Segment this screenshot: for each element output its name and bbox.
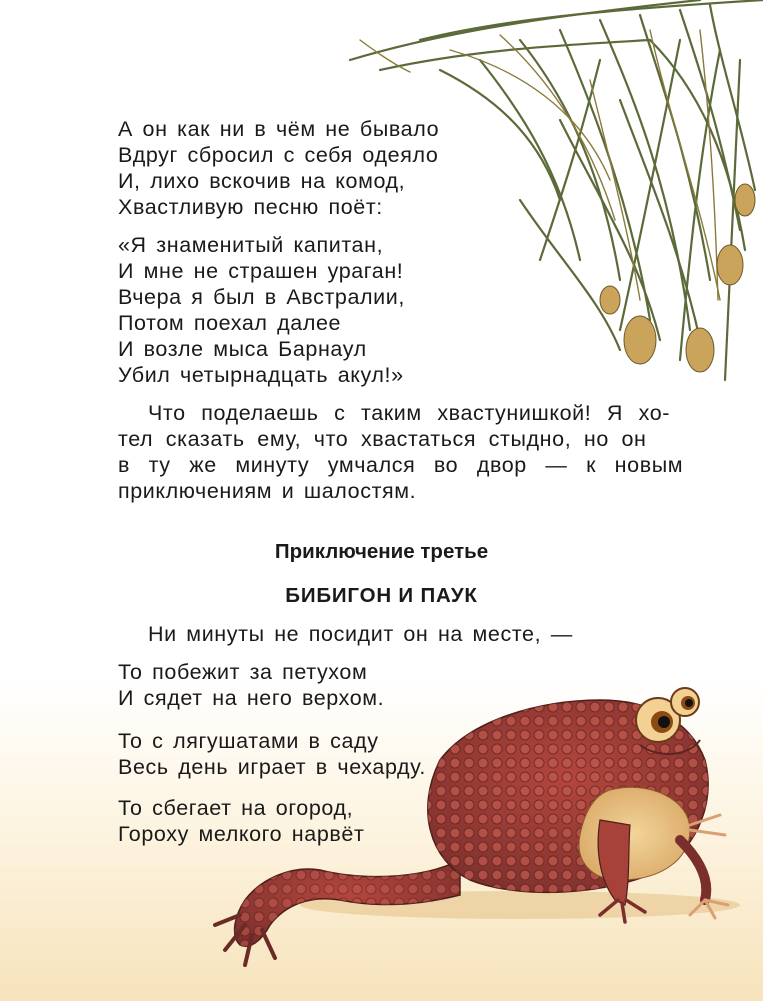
poem-line: И сядет на него верхом. [118, 686, 385, 710]
poem-line: И возле мыса Барнаул [118, 337, 367, 361]
poem-line: И, лихо вскочив на комод, [118, 169, 406, 193]
poem-line: Гороху мелкого нарвёт [118, 822, 365, 846]
poem-line: И мне не страшен ураган! [118, 259, 404, 283]
poem-line: Убил четырнадцать акул!» [118, 363, 404, 387]
poem-line: То сбегает на огород, [118, 796, 354, 820]
poem-line: То побежит за петухом [118, 660, 368, 684]
poem-line: Весь день играет в чехарду. [118, 755, 426, 779]
prose-line: тел сказать ему, что хвастаться стыдно, но он [118, 427, 647, 451]
chapter-title: БИБИГОН И ПАУК [285, 584, 478, 607]
prose-line: в ту же минуту умчался во двор — к новым [118, 453, 684, 477]
poem-line: Вчера я был в Австралии, [118, 285, 405, 309]
prose-line: приключениям и шалостям. [118, 479, 417, 503]
chapter-subtitle: Приключение третье [274, 540, 489, 563]
poem-line: «Я знаменитый капитан, [118, 233, 384, 257]
poem-line: Потом поехал далее [118, 311, 342, 335]
poem-line: Хвастливую песню поёт: [118, 195, 383, 219]
poem-line: Вдруг сбросил с себя одеяло [118, 143, 439, 167]
poem-line: То с лягушатами в саду [118, 729, 379, 753]
poem-intro-line: Ни минуты не посидит он на месте, — [148, 622, 573, 646]
prose-line: Что поделаешь с таким хвастунишкой! Я хо- [148, 401, 671, 425]
poem-line: А он как ни в чём не бывало [118, 117, 440, 141]
